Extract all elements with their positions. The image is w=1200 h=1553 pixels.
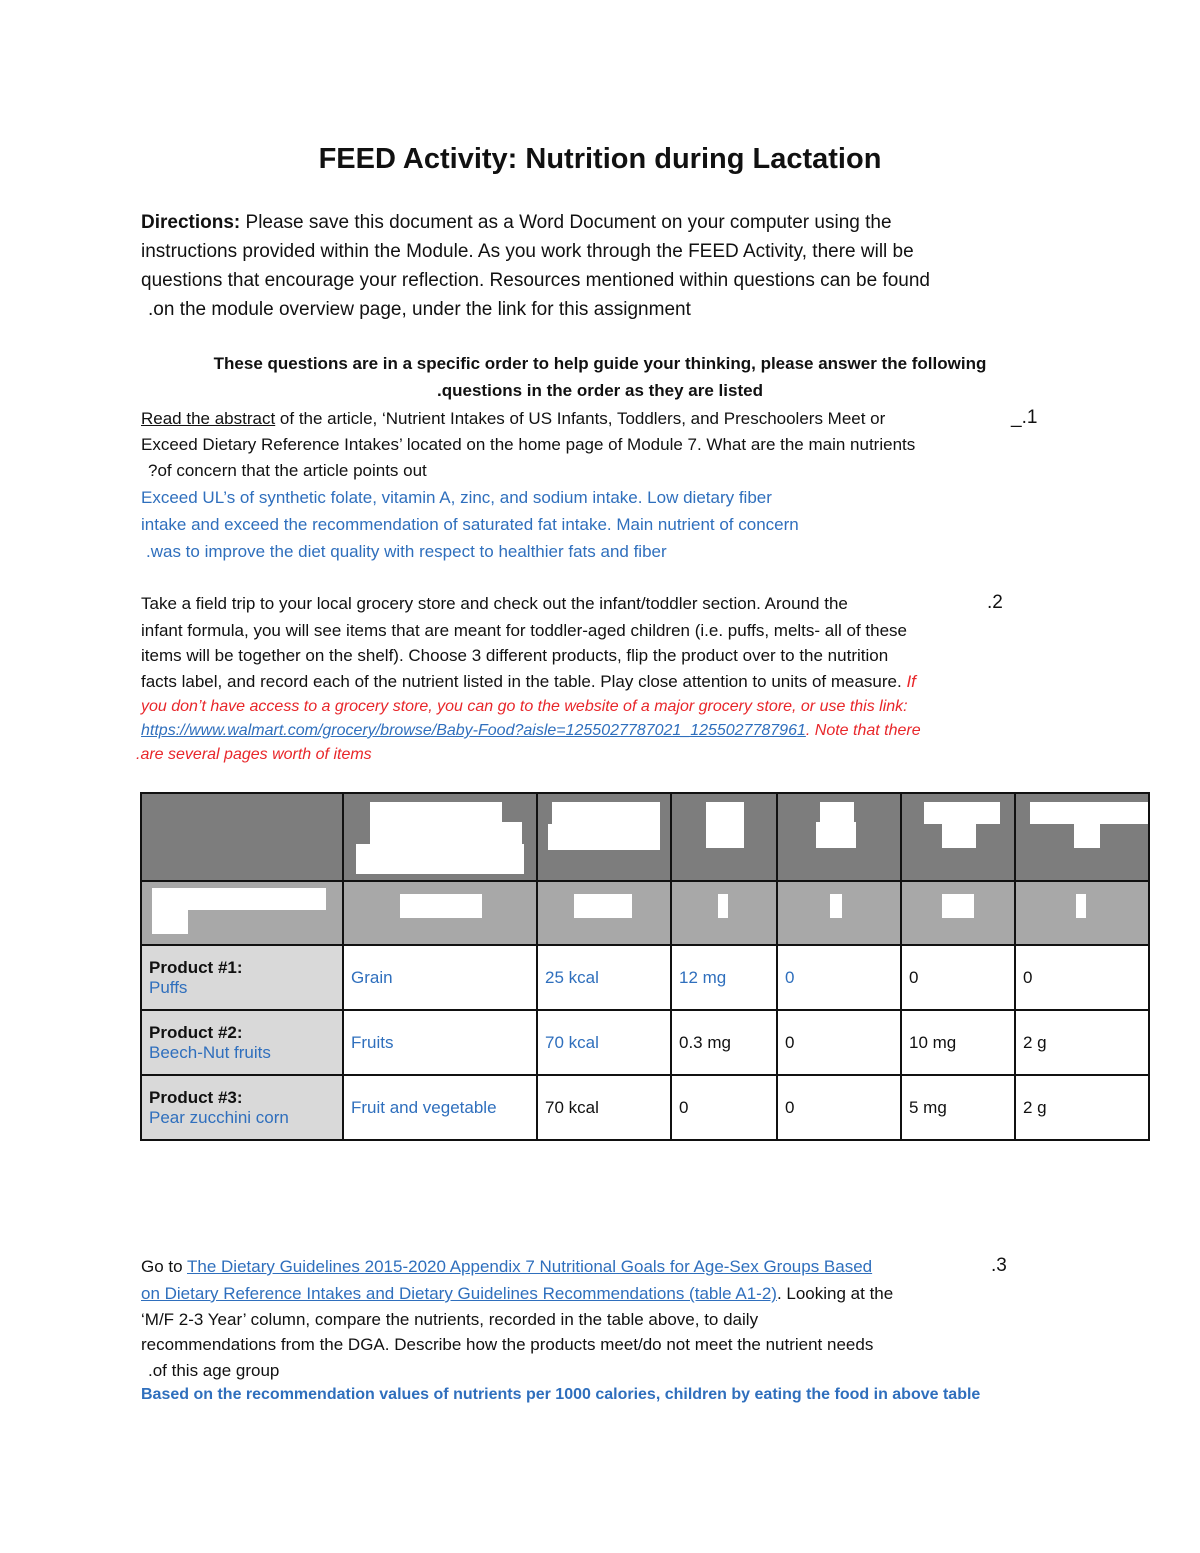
dga-link-part-1[interactable]: The Dietary Guidelines 2015-2020 Appendix 7 Nutritional Goals for Age-Sex Groups Based bbox=[187, 1257, 873, 1276]
directions-label: Directions: bbox=[141, 212, 241, 233]
table-row bbox=[141, 1010, 1149, 1075]
product-name: Pear zucchini corn bbox=[149, 1107, 289, 1127]
header-row-2 bbox=[141, 881, 1149, 945]
q3-line-2 bbox=[141, 1281, 893, 1307]
order-note-line-1: These questions are in a specific order to help guide your thinking, please answer the following bbox=[213, 354, 987, 373]
table-cell: 0 bbox=[671, 1075, 777, 1140]
q2-after-link: . Note that there bbox=[805, 722, 921, 739]
table-cell: 2 g bbox=[1015, 1010, 1149, 1075]
q2-line-3: items will be together on the shelf). Choose 3 different products, flip the product over to the nutrition bbox=[141, 646, 889, 665]
q2-line-7: .are several pages worth of items bbox=[136, 746, 372, 763]
header-cell-redacted bbox=[671, 793, 777, 881]
q1-number: _.1 bbox=[1011, 407, 1038, 428]
dga-link-part-2[interactable]: on Dietary Reference Intakes and Dietary Guidelines Recommendations (table A1-2) bbox=[141, 1284, 777, 1303]
directions-line-1 bbox=[141, 208, 892, 237]
table-cell: 0 bbox=[1015, 945, 1149, 1010]
table-cell: 0 bbox=[777, 1075, 901, 1140]
header-cell-redacted bbox=[343, 793, 537, 881]
product-label-cell bbox=[141, 945, 343, 1010]
product-label-cell bbox=[141, 1075, 343, 1140]
q1-answer-line-2: intake and exceed the recommendation of saturated fat intake. Main nutrient of concern bbox=[141, 515, 799, 534]
header-cell-redacted bbox=[671, 881, 777, 945]
table-cell: Grain bbox=[343, 945, 537, 1010]
q1-answer-line-1: Exceed UL’s of synthetic folate, vitamin A, zinc, and sodium intake. Low dietary fiber bbox=[141, 488, 772, 507]
directions-text-1: Please save this document as a Word Document on your computer using the bbox=[240, 212, 892, 233]
table-cell: 12 mg bbox=[671, 945, 777, 1010]
table-row bbox=[141, 945, 1149, 1010]
product-label: Product #2: bbox=[149, 1022, 243, 1042]
q1-line-1-text: of the article, ‘Nutrient Intakes of US Infants, Toddlers, and Preschoolers Meet or bbox=[275, 409, 886, 428]
q3-line-3: ‘M/F 2-3 Year’ column, compare the nutrients, recorded in the table above, to daily bbox=[141, 1310, 759, 1329]
table-cell: Fruit and vegetable bbox=[343, 1075, 537, 1140]
product-name: Beech-Nut fruits bbox=[149, 1042, 271, 1062]
header-cell-redacted bbox=[141, 881, 343, 945]
header-cell-redacted bbox=[777, 881, 901, 945]
q2-line-4 bbox=[141, 669, 916, 695]
q1-answer-line-3: .was to improve the diet quality with respect to healthier fats and fiber bbox=[146, 542, 667, 561]
nutrient-table bbox=[140, 792, 1150, 1141]
q1-line-2: Exceed Dietary Reference Intakes’ located on the home page of Module 7. What are the main nutrients bbox=[141, 435, 916, 454]
table-cell: 0.3 mg bbox=[671, 1010, 777, 1075]
table-cell: 0 bbox=[901, 945, 1015, 1010]
table-cell: 70 kcal bbox=[537, 1010, 671, 1075]
directions-line-4: .on the module overview page, under the link for this assignment bbox=[148, 299, 691, 320]
header-cell-redacted bbox=[777, 793, 901, 881]
header-cell-redacted bbox=[537, 881, 671, 945]
table-cell: 70 kcal bbox=[537, 1075, 671, 1140]
header-cell bbox=[141, 793, 343, 881]
q2-line-6 bbox=[141, 718, 921, 744]
header-cell-redacted bbox=[1015, 793, 1149, 881]
header-cell-redacted bbox=[343, 881, 537, 945]
table-cell: 0 bbox=[777, 945, 901, 1010]
header-cell-redacted bbox=[901, 881, 1015, 945]
q2-number: .2 bbox=[987, 592, 1003, 613]
q2-line-2: infant formula, you will see items that are meant for toddler-aged children (i.e. puffs, melts- all of these bbox=[141, 621, 907, 640]
q2-line-4-red: If bbox=[901, 672, 916, 691]
product-name: Puffs bbox=[149, 977, 188, 997]
order-note-line-2: .questions in the order as they are listed bbox=[437, 381, 763, 400]
product-label: Product #1: bbox=[149, 957, 243, 977]
table-cell: 0 bbox=[777, 1010, 901, 1075]
q3-answer: Based on the recommendation values of nutrients per 1000 calories, children by eating the food in above table bbox=[141, 1386, 981, 1403]
walmart-link[interactable]: https://www.walmart.com/grocery/browse/Baby-Food?aisle=1255027787021_1255027787961 bbox=[141, 722, 806, 739]
q2-line-1: Take a field trip to your local grocery store and check out the infant/toddler section. Around the bbox=[141, 594, 848, 613]
q3-go-to: Go to bbox=[141, 1257, 187, 1276]
q3-line-5: .of this age group bbox=[148, 1361, 280, 1380]
q2-line-5: you don’t have access to a grocery store, you can go to the website of a major grocery store, or use this link: bbox=[141, 698, 908, 715]
q3-line-2-text: . Looking at the bbox=[776, 1284, 894, 1303]
table-cell: Fruits bbox=[343, 1010, 537, 1075]
q3-line-4: recommendations from the DGA. Describe how the products meet/do not meet the nutrient needs bbox=[141, 1335, 874, 1354]
page-title: FEED Activity: Nutrition during Lactation bbox=[318, 143, 882, 175]
directions-line-2: instructions provided within the Module. As you work through the FEED Activity, there will be bbox=[141, 241, 914, 262]
header-cell-redacted bbox=[537, 793, 671, 881]
table-cell: 2 g bbox=[1015, 1075, 1149, 1140]
q1-line-1 bbox=[141, 406, 885, 432]
table-cell: 5 mg bbox=[901, 1075, 1015, 1140]
directions-line-3: questions that encourage your reflection. Resources mentioned within questions can be found bbox=[141, 270, 930, 291]
table-row bbox=[141, 1075, 1149, 1140]
q1-line-3: ?of concern that the article points out bbox=[148, 461, 427, 480]
q3-line-1 bbox=[141, 1254, 872, 1280]
product-label-cell bbox=[141, 1010, 343, 1075]
table-cell: 25 kcal bbox=[537, 945, 671, 1010]
header-cell-redacted bbox=[1015, 881, 1149, 945]
read-abstract-link[interactable]: Read the abstract bbox=[141, 409, 276, 428]
product-label: Product #3: bbox=[149, 1087, 243, 1107]
q2-line-4-text: facts label, and record each of the nutrient listed in the table. Play close attention to units of measure. bbox=[141, 672, 902, 691]
q3-number: .3 bbox=[991, 1255, 1007, 1276]
table-cell: 10 mg bbox=[901, 1010, 1015, 1075]
header-row-1 bbox=[141, 793, 1149, 881]
header-cell-redacted bbox=[901, 793, 1015, 881]
